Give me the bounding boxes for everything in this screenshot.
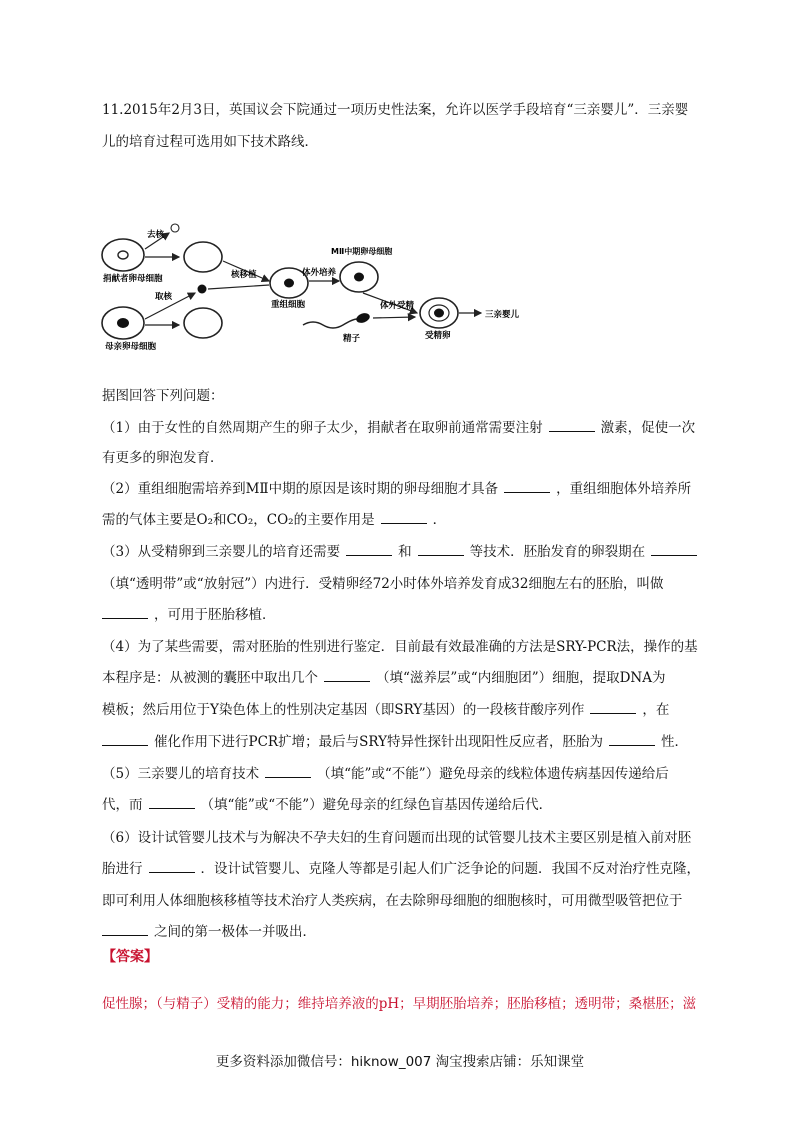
q1-line2: 有更多的卵泡发育． — [102, 450, 224, 466]
answer-blank-1[interactable] — [549, 419, 595, 432]
sperm-label: 精子 — [343, 334, 361, 344]
sperm-cell — [303, 311, 371, 328]
q3-line3: ，可用于胚胎移植． — [102, 603, 276, 623]
take-nucleus-label: 取核 — [155, 292, 173, 302]
recombinant-cell-label: 重组细胞 — [271, 300, 306, 310]
answer-blank-5[interactable] — [418, 543, 464, 556]
q4-line2: 本程序是：从被测的囊胚中取出几个 （填“滋养层”或“内细胞团”）细胞，提取DNA为 — [102, 670, 666, 686]
q6-line2: 胎进行 ．设计试管婴儿、克隆人等都是引起人们广泛争论的问题．我国不反对治疗性克隆， — [102, 861, 700, 877]
mother-remainder-cell — [184, 308, 222, 338]
footer-contact: 更多资料添加微信号：hiknow_007 淘宝搜索店铺：乐知课堂 — [215, 1054, 585, 1070]
answer-blank-2[interactable] — [504, 480, 550, 493]
prompt-text: 据图回答下列问题： — [102, 388, 224, 404]
enucleated-oocyte-cell — [184, 242, 222, 272]
q5-line1: （5）三亲婴儿的培育技术 （填“能”或“不能”）避免母亲的线粒体遗传病基因传递给后 — [102, 766, 669, 782]
answer-heading: 【答案】 — [102, 949, 158, 965]
q6-line1: （6）设计试管婴儿技术与为解决不孕夫妇的生育问题而出现的试管婴儿技术主要区别是植入前对胚 — [102, 830, 692, 846]
mii-oocyte-label: MⅡ中期卵母细胞 — [331, 247, 393, 256]
donor-oocyte-label: 捐献者卵母细胞 — [103, 274, 163, 284]
q4-line1: （4）为了某些需要，需对胚胎的性别进行鉴定．目前最有效最准确的方法是SRY-PCR法，操作的基 — [102, 639, 698, 655]
nuclear-transfer-label: 核移植 — [231, 270, 257, 280]
answer-blank-15[interactable] — [102, 923, 148, 936]
answer-blank-13[interactable] — [149, 796, 195, 809]
q2-line1: （2）重组细胞需培养到MⅡ中期的原因是该时期的卵母细胞才具备 ，重组细胞体外培养所 — [102, 481, 692, 497]
q3-line2: （填“透明带”或“放射冠”）内进行．受精卵经72小时体外培养发育成32细胞左右的胚胎，叫做 — [102, 576, 664, 592]
baby-label: 三亲婴儿 — [485, 310, 520, 320]
remove-nucleus-label: 去核 — [147, 230, 165, 240]
q5-line2: 代，而 （填“能”或“不能”）避免母亲的红绿色盲基因传递给后代． — [102, 797, 553, 813]
q6-line4: 之间的第一极体一并吸出． — [102, 920, 316, 940]
question-intro-line2: 儿的培育过程可选用如下技术路线． — [102, 134, 318, 150]
q4-line3: 模板；然后用位于Y染色体上的性别决定基因（即SRY基因）的一段核苷酸序列作 ，在 — [102, 702, 670, 718]
donor-oocyte-cell — [102, 239, 144, 271]
q4-line4: 催化作用下进行PCR扩增；最后与SRY特异性探针出现阳性反应者，胚胎为 性． — [102, 730, 688, 750]
ivf-label: 体外受精 — [380, 301, 415, 311]
q3-line1: （3）从受精卵到三亲婴儿的培育还需要 和 等技术．胚胎发育的卵裂期在 — [102, 540, 703, 560]
answer-blank-6[interactable] — [651, 543, 697, 556]
answer-blank-4[interactable] — [346, 543, 392, 556]
answer-blank-7[interactable] — [102, 606, 148, 619]
mii-oocyte-cell — [340, 262, 378, 292]
zygote-cell — [420, 298, 458, 328]
ivf-process-diagram — [95, 215, 535, 355]
question-intro-line1: 11.2015年2月3日，英国议会下院通过一项历史性法案，允许以医学手段培育“三亲婴儿”．三亲婴 — [102, 102, 689, 118]
answer-blank-10[interactable] — [102, 733, 148, 746]
answer-blank-11[interactable] — [609, 733, 655, 746]
zygote-label: 受精卵 — [425, 331, 451, 341]
mother-oocyte-label: 母亲卵母细胞 — [105, 342, 157, 352]
answer-text: 促性腺；（与精子）受精的能力；维持培养液的pH；早期胚胎培养；胚胎移植；透明带；桑椹胚；滋 — [102, 996, 697, 1012]
answer-blank-14[interactable] — [149, 860, 195, 873]
q6-line3: 即可利用人体细胞核移植等技术治疗人类疾病，在去除卵母细胞的细胞核时，可用微型吸管把位于 — [102, 893, 683, 909]
mother-oocyte-cell — [102, 307, 144, 339]
q1-line1: （1）由于女性的自然周期产生的卵子太少，捐献者在取卵前通常需要注射 激素，促使一次 — [102, 420, 696, 436]
answer-blank-12[interactable] — [265, 765, 311, 778]
q2-line2: 需的气体主要是O₂和CO₂，CO₂的主要作用是 ． — [102, 512, 447, 528]
in-vitro-culture-label: 体外培养 — [302, 268, 337, 278]
answer-blank-8[interactable] — [324, 669, 370, 682]
answer-blank-3[interactable] — [381, 511, 427, 524]
answer-blank-9[interactable] — [590, 701, 636, 714]
